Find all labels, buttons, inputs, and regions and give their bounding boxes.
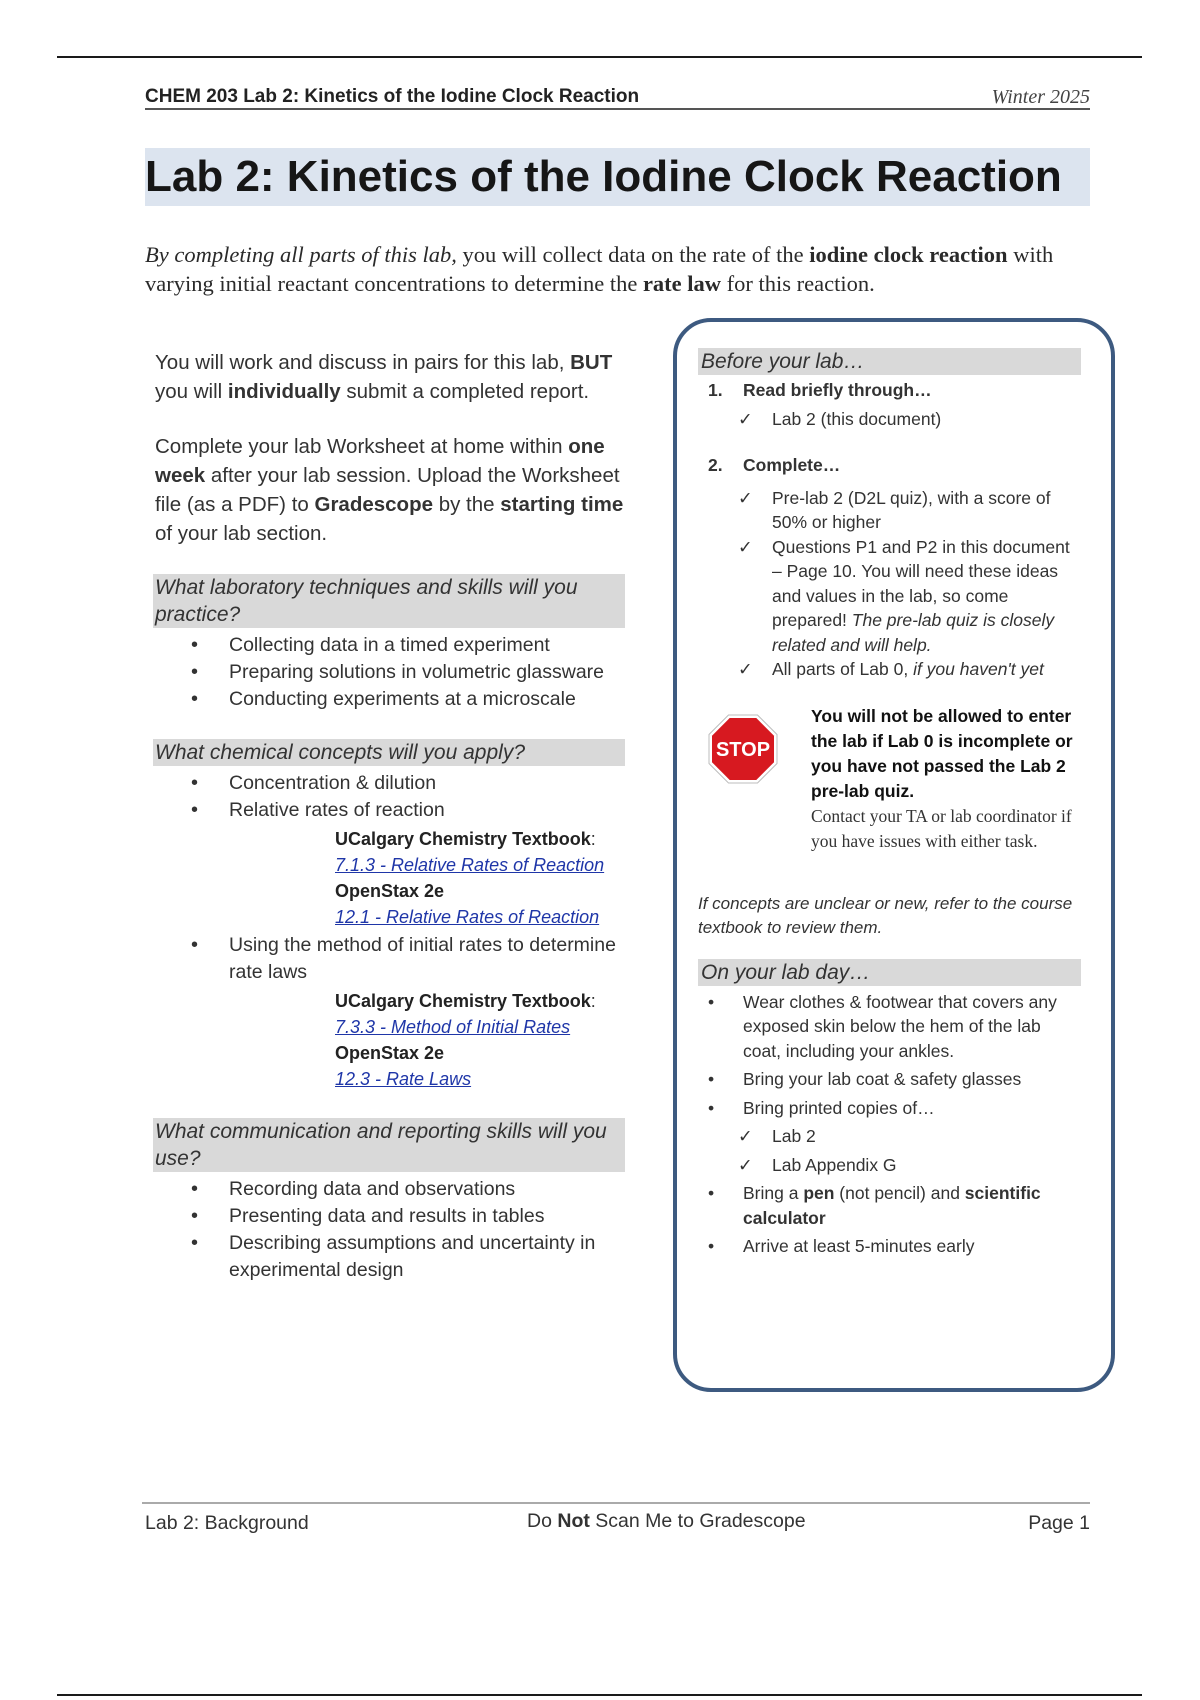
step-read: 1. Read briefly through… [708, 380, 932, 400]
list-item: • Concentration & dilution [155, 770, 625, 797]
page-number: Page 1 [1028, 1512, 1090, 1534]
left-column [155, 348, 625, 1310]
stop-sign-text: STOP [715, 738, 771, 761]
list-item: • Bring a pen (not pencil) and scientific calculator [698, 1181, 1081, 1230]
footer-section: Lab 2: Background [145, 1512, 309, 1534]
stop-message: You will not be allowed to enter the lab if Lab 0 is incomplete or you have not passed the Lab 2 pre-lab quiz. Contact your TA or lab coordinator if you have issues with either task. [811, 705, 1073, 851]
footer-rule [142, 1502, 1090, 1504]
list-item: • Bring your lab coat & safety glasses [698, 1067, 1081, 1092]
pairs-paragraph: You will work and discuss in pairs for this lab, BUT you will individually submit a completed report. [155, 351, 613, 403]
concepts-note: If concepts are unclear or new, refer to the course textbook to review them. [698, 893, 1073, 937]
textbook-name: UCalgary Chemistry Textbook [335, 991, 591, 1011]
techniques-list [155, 632, 625, 713]
stop-sign-icon [708, 714, 778, 784]
check-item: ✓ All parts of Lab 0, if you haven't yet [698, 657, 1081, 682]
list-item: • Conducting experiments at a microscale [155, 686, 625, 713]
textbook-link[interactable]: 7.3.3 - Method of Initial Rates [335, 1017, 571, 1037]
concepts-list [155, 770, 625, 1092]
step-complete: 2. Complete… [708, 454, 841, 475]
header-term: Winter 2025 [991, 86, 1090, 108]
worksheet-paragraph: Complete your lab Worksheet at home within one week after your lab session. Upload the Worksheet file (as a PDF) to Gradescope by the starting time of your lab section. [155, 435, 624, 545]
list-item: • Describing assumptions and uncertainty in experimental design [155, 1230, 625, 1284]
right-column [698, 348, 1081, 1263]
list-item: • Collecting data in a timed experiment [155, 632, 625, 659]
header-course: CHEM 203 Lab 2: Kinetics of the Iodine Clock Reaction [145, 86, 640, 107]
list-item: • Relative rates of reaction UCalgary Chemistry Textbook: 7.1.3 - Relative Rates of Reaction OpenStax 2e 12.1 - Relative Rates of Reaction [155, 797, 625, 930]
list-item: • Preparing solutions in volumetric glassware [155, 659, 625, 686]
lab-day-list [698, 990, 1081, 1259]
check-item: ✓ Lab Appendix G [698, 1153, 1081, 1178]
communication-list [155, 1176, 625, 1284]
list-item: • Bring printed copies of… [698, 1096, 1081, 1121]
footer-notice: Do Not Scan Me to Gradescope [527, 1510, 806, 1532]
lab-day-heading: On your lab day… [698, 959, 1081, 986]
textbook-link[interactable]: 7.1.3 - Relative Rates of Reaction [335, 855, 605, 875]
intro-italic: By completing all parts of this lab, [145, 242, 457, 267]
textbook-name: OpenStax 2e [335, 1043, 445, 1063]
communication-heading: What communication and reporting skills will you use? [153, 1118, 625, 1172]
list-item: • Using the method of initial rates to determine rate laws UCalgary Chemistry Textbook: 7.3.3 - Method of Initial Rates OpenStax 2e 12.3 - Rate Laws [155, 932, 625, 1092]
reference-block: UCalgary Chemistry Textbook: 7.1.3 - Relative Rates of Reaction OpenStax 2e 12.1 - Relative Rates of Reaction [335, 829, 605, 927]
complete-list [698, 486, 1081, 682]
check-item: ✓ Lab 2 [698, 1124, 1081, 1149]
list-item: • Wear clothes & footwear that covers any exposed skin below the hem of the lab coat, including your ankles. [698, 990, 1081, 1064]
check-item: ✓ Questions P1 and P2 in this document – Page 10. You will need these ideas and values in the lab, so come prepared! The pre-lab quiz is closely related and will help. [698, 535, 1081, 658]
list-item: • Arrive at least 5-minutes early [698, 1234, 1081, 1259]
stop-notice [698, 704, 1081, 884]
textbook-name: OpenStax 2e [335, 881, 445, 901]
textbook-link[interactable]: 12.3 - Rate Laws [335, 1069, 472, 1089]
page-title: Lab 2: Kinetics of the Iodine Clock Reaction [145, 152, 1062, 201]
top-rule [57, 56, 1142, 58]
techniques-heading: What laboratory techniques and skills will you practice? [153, 574, 625, 628]
reference-block: UCalgary Chemistry Textbook: 7.3.3 - Method of Initial Rates OpenStax 2e 12.3 - Rate Laws [335, 991, 596, 1089]
textbook-name: UCalgary Chemistry Textbook [335, 829, 591, 849]
check-item: ✓ Pre-lab 2 (D2L quiz), with a score of 50% or higher [698, 486, 1081, 535]
check-item: ✓ Lab 2 (this document) [698, 407, 1081, 432]
textbook-link[interactable]: 12.1 - Relative Rates of Reaction [335, 907, 600, 927]
list-item: • Presenting data and results in tables [155, 1203, 625, 1230]
intro-paragraph: By completing all parts of this lab, you will collect data on the rate of the iodine clock reaction with varying initial reactant concentrations to determine the rate law for this reaction. [145, 242, 1054, 296]
concepts-heading: What chemical concepts will you apply? [153, 739, 625, 766]
header-underline [145, 108, 1090, 110]
list-item: • Recording data and observations [155, 1176, 625, 1203]
read-list [698, 407, 1081, 432]
before-lab-heading: Before your lab… [698, 348, 1081, 375]
bottom-rule [57, 1694, 1142, 1696]
